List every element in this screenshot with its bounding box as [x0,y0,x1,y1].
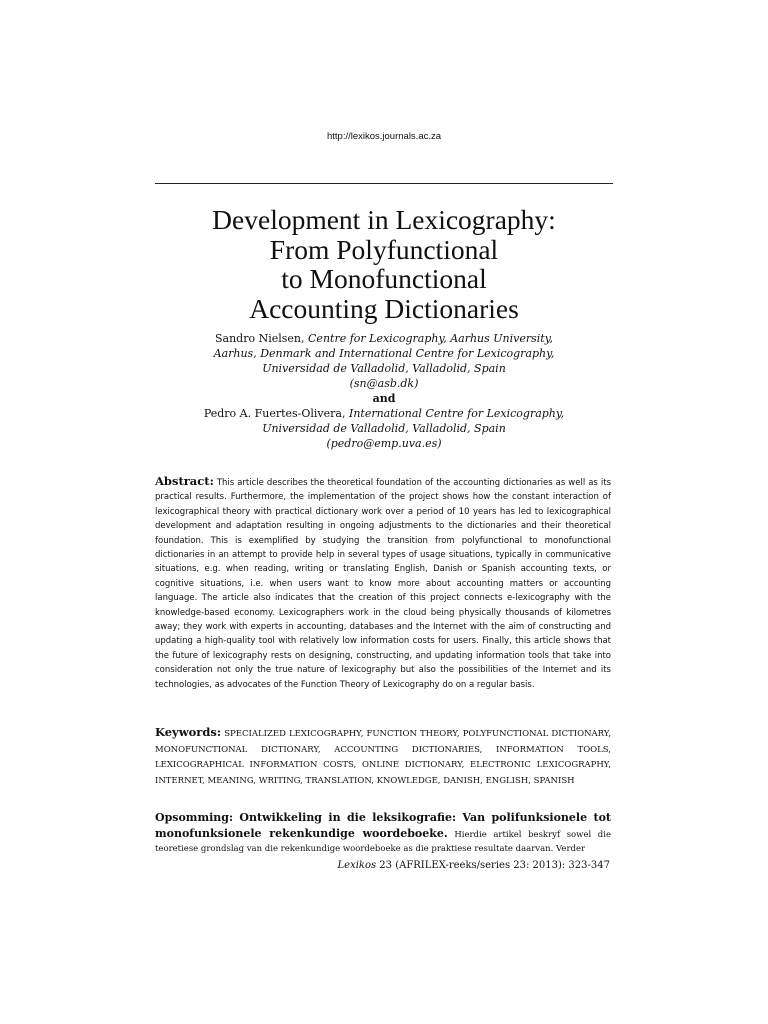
title-line-3: to Monofunctional [281,263,487,294]
author2-email[interactable]: (pedro@emp.uva.es) [326,437,442,450]
abstract [155,474,611,692]
title-line-4: Accounting Dictionaries [249,292,519,324]
author1-line-1 [155,331,613,346]
article-title [155,205,613,323]
author-block [155,331,613,451]
title-line-2: From Polyfunctional [269,233,499,265]
keywords [155,725,611,789]
header-rule [155,183,613,184]
author2-name: Pedro A. Fuertes-Olivera, [203,407,349,420]
keywords-text: SPECIALIZED LEXICOGRAPHY, FUNCTION THEORY, POLYFUNCTIONAL DICTIONARY, MONOFUNCTIONAL DICTIONARY, ACCOUNTING DICTIONARIES, INFORMATION TOOLS, LEXICOGRAPHICAL INFORMATION COSTS, ONLINE DICTIONARY, ELECTRONIC LEXICOGRAPHY, INTERNET, MEANING, WRITING, TRANSLATION, KNOWLEDGE, DANISH, ENGLISH, SPANISH [155,729,611,786]
author1-affiliation-2: Aarhus, Denmark and International Centre for Lexicography, [213,347,555,360]
opsomming-text: Hierdie artikel beskryf sowel die teoretiese grondslag van die rekenkundige woordeboeke as die praktiese resultate daarvan. Verder [155,829,611,855]
abstract-heading: Abstract: [155,474,214,488]
title-line-1: Development in Lexicography: [212,204,556,235]
keywords-heading: Keywords: [155,725,222,739]
author1-affiliation-1: Centre for Lexicography, Aarhus University, [308,332,553,345]
citation-journal: Lexikos [337,860,377,871]
journal-url[interactable]: http://lexikos.journals.ac.za [326,131,442,142]
opsomming [155,811,611,857]
author2-line-1 [155,406,613,421]
abstract-text: This article describes the theoretical foundation of the accounting dictionaries as well as its practical results. Furthermore, the implementation of the project shows how the constant interaction of lexicographical theory with practical dictionary work over a period of 10 years has led to lexicographical development and adaptation resulting in ongoing adjustments to the dictionaries and their theoretical foundation. This is exemplified by studying the transition from polyfunctional to monofunctional dictionaries in an attempt to provide help in several types of usage situations, typically in communicative situations, e.g. when reading, writing or translating English, Danish or Spanish accounting texts, or cognitive situations, i.e. when users want to know more about accounting matters or accounting language. The article also indicates that the creation of this project connects e-lexicography with the knowledge-based economy. Lexicographers work in the cloud being physically thousands of kilometres away; they work with experts in accounting, databases and the Internet with the aim of constructing and updating a high-quality tool with relatively low information costs for users. Finally, this article shows that the future of lexicography rests on designing, constructing, and updating information tools that take into consideration not only the true nature of lexicography but also the possibilities of the Internet and its technologies, as advocates of the Function Theory of Lexicography do on a regular basis. [155,478,611,690]
citation-details: 23 (AFRILEX-reeks/series 23: 2013): 323-347 [376,860,610,871]
journal-citation [155,860,610,871]
author2-affiliation-1: International Centre for Lexicography, [348,407,565,420]
opsomming-heading: Opsomming: Ontwikkeling in die leksikografie: Van polifunksionele tot monofunksionele rekenkundige woordeboeke. [155,811,611,840]
and-label: and [372,392,396,405]
author2-affiliation-2: Universidad de Valladolid, Valladolid, Spain [262,422,506,435]
author1-email[interactable]: (sn@asb.dk) [349,377,419,390]
author1-name: Sandro Nielsen, [215,332,309,345]
author1-affiliation-3: Universidad de Valladolid, Valladolid, Spain [262,362,506,375]
